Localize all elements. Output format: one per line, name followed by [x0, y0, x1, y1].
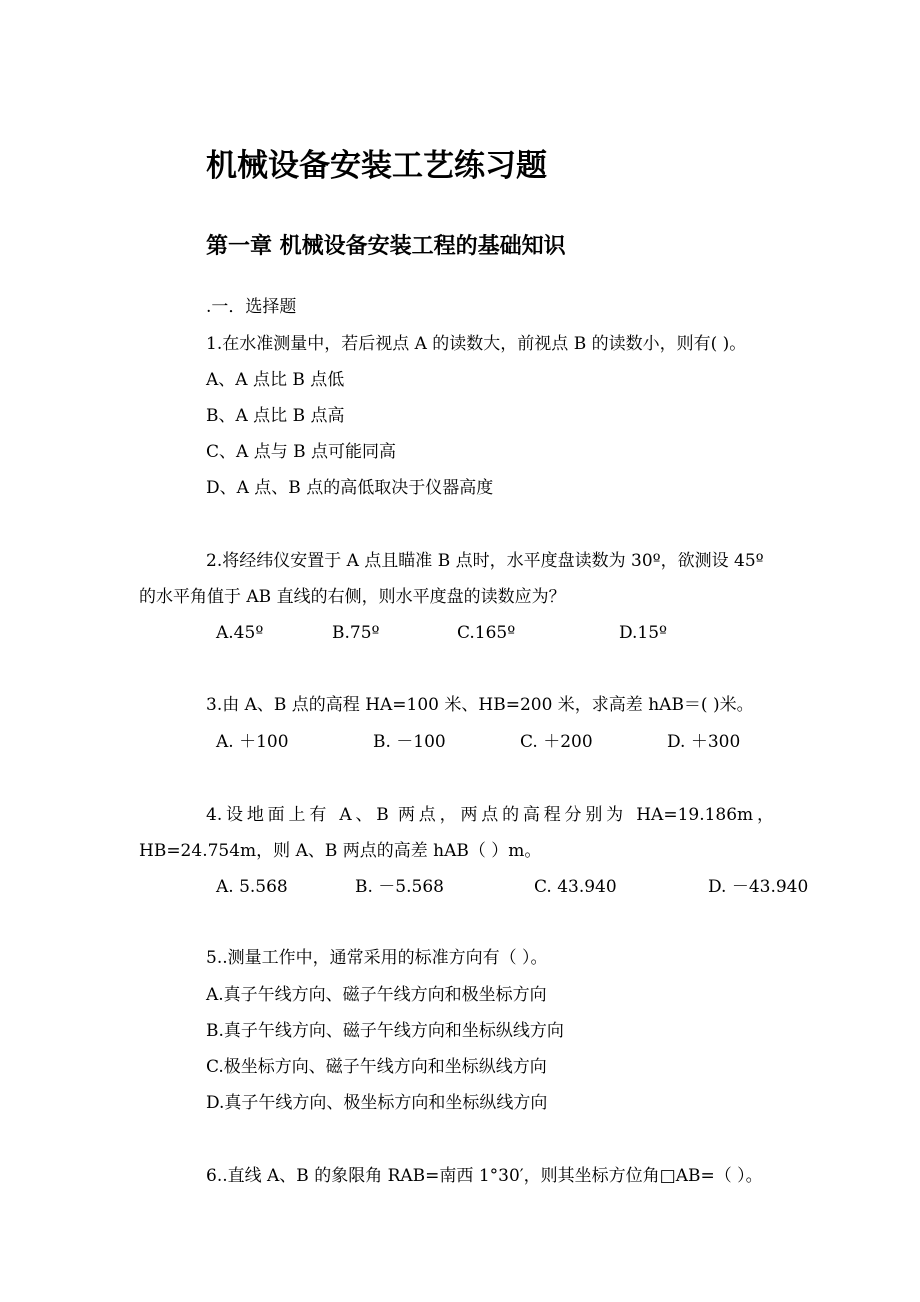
section-heading: .一．选择题 [206, 297, 297, 317]
question-6-stem: 6..直线 A、B 的象限角 RAB=南西 1°30′，则其坐标方位角□AB=（ ）。 [206, 1166, 763, 1186]
question-4-option-d: D. －43.940 [708, 877, 809, 897]
question-1-option-a: A、A 点比 B 点低 [206, 370, 345, 390]
question-4-stem-line-2: HB=24.754m，则 A、B 两点的高差 hAB（ ）m。 [139, 841, 542, 861]
question-3-stem: 3.由 A、B 点的高程 HA=100 米、HB=200 米，求高差 hAB＝( )米。 [206, 695, 754, 715]
question-5-option-b: B.真子午线方向、磁子午线方向和坐标纵线方向 [206, 1021, 564, 1041]
question-4-option-b: B. －5.568 [355, 877, 444, 897]
question-2-option-c: C.165º [457, 623, 516, 643]
question-3-option-a: A. ＋100 [216, 732, 289, 752]
document-title: 机械设备安装工艺练习题 [206, 148, 547, 184]
question-4-option-a: A. 5.568 [216, 877, 288, 897]
question-2-option-a: A.45º [216, 623, 264, 643]
question-1-option-c: C、A 点与 B 点可能同高 [206, 442, 396, 462]
question-3-option-b: B. －100 [373, 732, 446, 752]
question-1-option-b: B、A 点比 B 点高 [206, 406, 345, 426]
question-1-stem: 1.在水准测量中，若后视点 A 的读数大，前视点 B 的读数小，则有( )。 [206, 334, 747, 354]
question-4-option-c: C. 43.940 [534, 877, 617, 897]
question-4-stem-line-1: 4.设地面上有 A、B 两点，两点的高程分别为 HA=19.186m， [206, 805, 774, 825]
chapter-heading: 第一章 机械设备安装工程的基础知识 [206, 233, 566, 259]
question-2-option-d: D.15º [619, 623, 668, 643]
question-5-option-c: C.极坐标方向、磁子午线方向和坐标纵线方向 [206, 1057, 547, 1077]
question-3-option-c: C. ＋200 [520, 732, 593, 752]
question-5-option-d: D.真子午线方向、极坐标方向和坐标纵线方向 [206, 1093, 548, 1113]
question-5-stem: 5..测量工作中，通常采用的标准方向有（ ）。 [206, 948, 548, 968]
question-2-stem-line-2: 的水平角值于 AB 直线的右侧，则水平度盘的读数应为？ [139, 587, 566, 607]
question-3-option-d: D. ＋300 [667, 732, 741, 752]
question-2-option-b: B.75º [332, 623, 380, 643]
question-1-option-d: D、A 点、B 点的高低取决于仪器高度 [206, 478, 494, 498]
question-2-stem-line-1: 2.将经纬仪安置于 A 点且瞄准 B 点时，水平度盘读数为 30º，欲测设 45º [206, 551, 764, 571]
question-5-option-a: A.真子午线方向、磁子午线方向和极坐标方向 [206, 985, 547, 1005]
